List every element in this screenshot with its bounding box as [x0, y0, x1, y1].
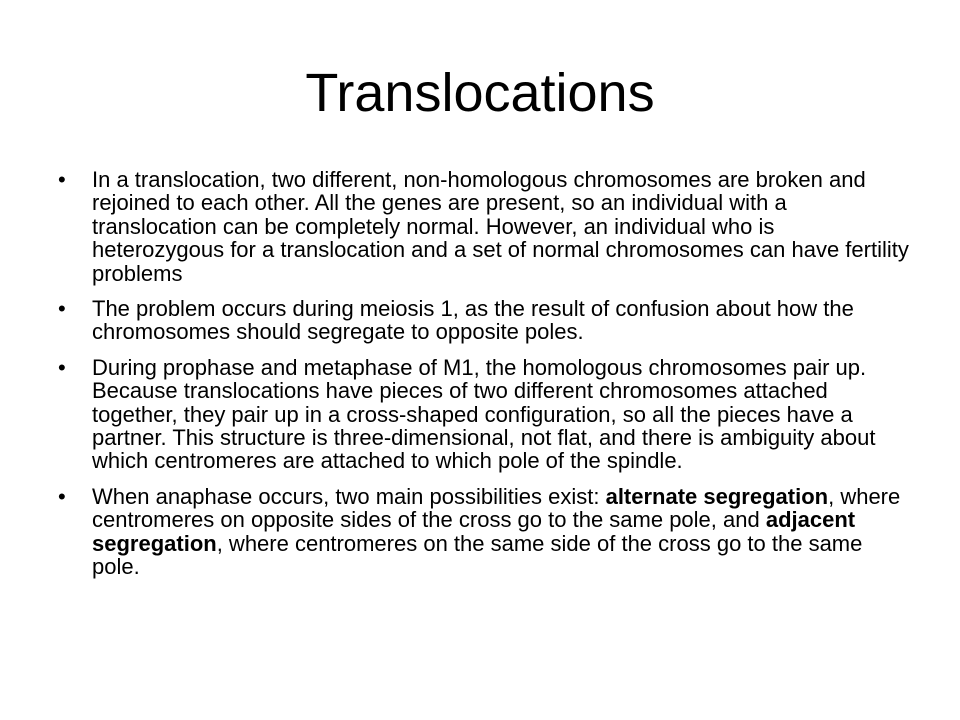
slide-title: Translocations	[305, 63, 655, 123]
bold-term: adjacent segregation	[92, 507, 856, 556]
bullet-text	[92, 484, 900, 579]
bullet-item	[58, 356, 910, 473]
bullet-item	[58, 297, 910, 344]
text-run: , where centromeres on the same side of the cross go to the same pole.	[92, 530, 863, 580]
bullet-marker: •	[58, 354, 66, 380]
text-run: In a translocation, two different, non-homologous chromosomes are broken and rejoined to each other. All the genes are present, so an individual with a translocation can be completely normal. However, an individual who is heterozygous for a translocation and a set of normal chromosomes can have fertility problems	[92, 167, 909, 286]
bullet-text	[92, 296, 854, 344]
text-run: The problem occurs during meiosis 1, as the result of confusion about how the chromosomes should segregate to opposite poles.	[92, 296, 854, 345]
bullet-item	[58, 168, 910, 285]
text-run: , where centromeres on opposite sides of the cross go to the same pole, and	[92, 483, 901, 533]
bullet-marker: •	[58, 167, 66, 192]
bullet-text	[92, 167, 909, 286]
text-run: When anaphase occurs, two main possibilities exist:	[92, 483, 606, 509]
bullet-marker: •	[58, 296, 66, 322]
bullet-list	[58, 168, 910, 591]
text-run: During prophase and metaphase of M1, the homologous chromosomes pair up. Because translocations have pieces of two different chromosomes attached together, they pair up in a cross-shaped configuration, so all the pieces have a partner. This structure is three-dimensional, not flat, and there is ambiguity about which centromeres are attached to which pole of the spindle.	[92, 354, 876, 474]
bullet-marker: •	[58, 483, 66, 509]
bold-term: alternate segregation	[605, 483, 829, 509]
bullet-text	[92, 355, 875, 474]
bullet-item	[58, 485, 910, 579]
